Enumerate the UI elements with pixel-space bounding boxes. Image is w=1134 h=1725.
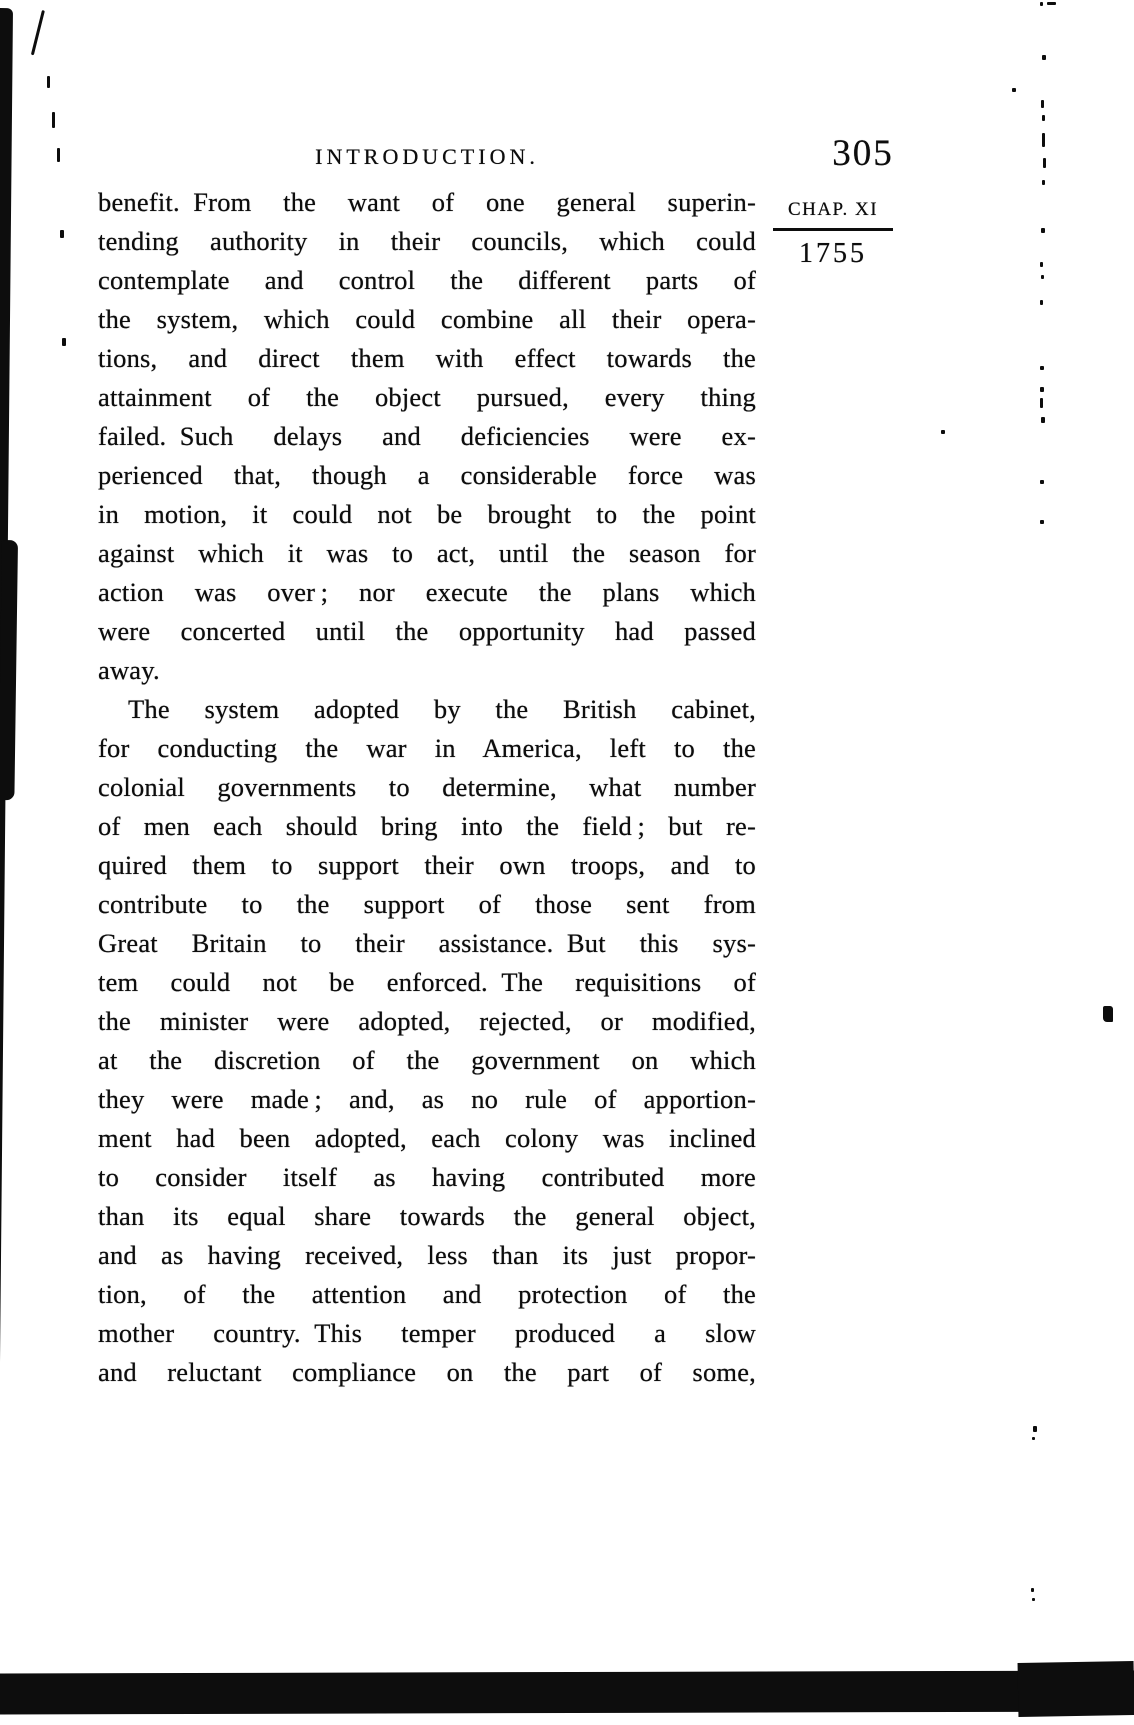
text-line: contemplate and control the different parts of xyxy=(98,265,756,295)
ink-speck xyxy=(1040,2,1043,6)
text-line: perienced that, though a considerable force was xyxy=(98,460,756,490)
text-line: attainment of the object pursued, every thing xyxy=(98,382,756,412)
margin-note-rule xyxy=(773,228,893,231)
ink-speck xyxy=(1041,417,1045,423)
ink-speck xyxy=(1041,228,1045,233)
ink-speck xyxy=(60,230,64,238)
ink-speck xyxy=(1040,480,1044,484)
text-body xyxy=(98,183,756,1392)
text-line: tion, of the attention and protection of the xyxy=(98,1279,756,1309)
ink-speck xyxy=(1012,88,1016,92)
scan-edge-curl-mark xyxy=(31,10,45,55)
text-line: at the discretion of the government on which xyxy=(98,1045,756,1075)
ink-speck xyxy=(1042,180,1045,185)
scan-bottom-bar-right xyxy=(1018,1661,1134,1717)
text-line: away. xyxy=(98,655,160,685)
scan-edge-band-bump xyxy=(0,540,18,800)
ink-speck xyxy=(1040,262,1043,267)
ink-speck xyxy=(1103,1006,1113,1022)
ink-speck xyxy=(1040,520,1044,524)
ink-speck xyxy=(1042,115,1045,121)
ink-speck xyxy=(1032,1437,1035,1440)
ink-speck xyxy=(1042,133,1045,147)
text-line: tions, and direct them with effect towards the xyxy=(98,343,756,373)
text-line: quired them to support their own troops, and to xyxy=(98,850,756,880)
text-line: failed. Such delays and deficiencies were ex- xyxy=(98,421,756,451)
ink-speck xyxy=(1032,1598,1035,1601)
text-line: The system adopted by the British cabinet, xyxy=(128,694,756,724)
text-line: against which it was to act, until the season for xyxy=(98,538,756,568)
text-line: action was over ; nor execute the plans which xyxy=(98,577,756,607)
ink-speck xyxy=(1042,55,1046,60)
page-number: 305 xyxy=(832,133,894,174)
text-line: than its equal share towards the general object, xyxy=(98,1201,756,1231)
text-line: to consider itself as having contributed more xyxy=(98,1162,756,1192)
ink-speck xyxy=(1040,300,1043,305)
ink-speck xyxy=(1041,275,1044,279)
text-line: in motion, it could not be brought to the point xyxy=(98,499,756,529)
text-line: mother country. This temper produced a slow xyxy=(98,1318,756,1348)
ink-speck xyxy=(1031,1588,1034,1592)
chapter-margin-note xyxy=(771,199,895,270)
scan-bottom-bar xyxy=(0,1671,1134,1715)
text-line: were concerted until the opportunity had passed xyxy=(98,616,756,646)
text-line: the minister were adopted, rejected, or modified, xyxy=(98,1006,756,1036)
ink-speck xyxy=(47,76,50,88)
text-line: colonial governments to determine, what number xyxy=(98,772,756,802)
text-line: for conducting the war in America, left to the xyxy=(98,733,756,763)
text-line: and as having received, less than its just propor- xyxy=(98,1240,756,1270)
running-head: INTRODUCTION. xyxy=(315,144,539,169)
year-label: 1755 xyxy=(799,238,867,269)
ink-speck xyxy=(57,148,60,162)
chapter-label: CHAP. XI xyxy=(787,199,879,220)
ink-speck xyxy=(1043,158,1046,168)
ink-speck xyxy=(941,430,945,434)
text-line: contribute to the support of those sent from xyxy=(98,889,756,919)
ink-speck xyxy=(1040,387,1044,392)
ink-speck xyxy=(1040,398,1043,408)
scan-edge-band xyxy=(0,8,13,1710)
text-line: the system, which could combine all their opera- xyxy=(98,304,756,334)
text-line: ment had been adopted, each colony was inclined xyxy=(98,1123,756,1153)
text-line: tending authority in their councils, which could xyxy=(98,226,756,256)
ink-speck xyxy=(62,338,66,346)
text-line: Great Britain to their assistance. But this sys- xyxy=(98,928,756,958)
text-line: of men each should bring into the field ; but re- xyxy=(98,811,756,841)
ink-speck xyxy=(52,112,55,128)
ink-speck xyxy=(1047,2,1056,5)
ink-speck xyxy=(1041,100,1044,108)
text-line: benefit. From the want of one general superin- xyxy=(98,187,756,217)
ink-speck xyxy=(1040,366,1044,370)
text-line: they were made ; and, as no rule of apportion- xyxy=(98,1084,756,1114)
ink-speck xyxy=(1033,1426,1037,1432)
text-line: and reluctant compliance on the part of some, xyxy=(98,1357,756,1387)
text-line: tem could not be enforced. The requisitions of xyxy=(98,967,756,997)
